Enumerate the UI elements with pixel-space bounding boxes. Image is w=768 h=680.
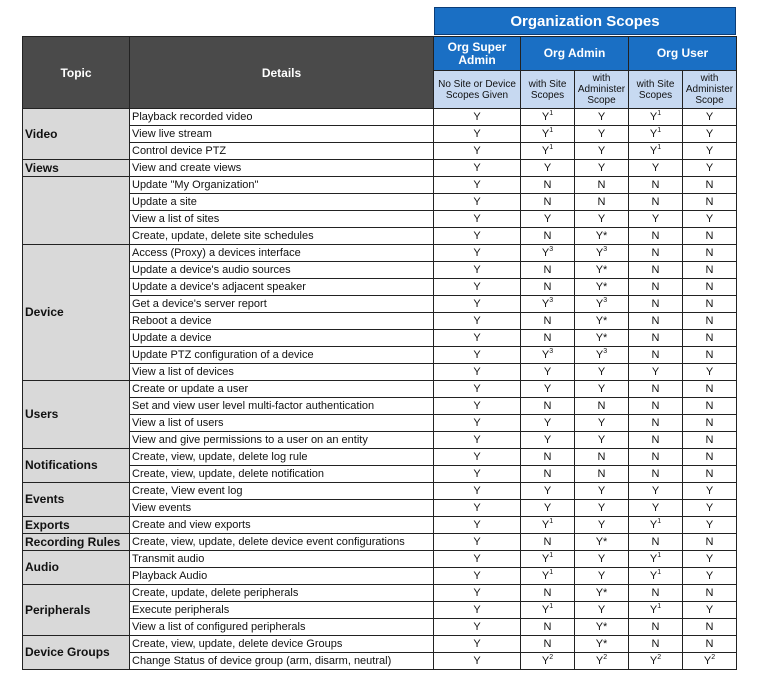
scope-subheader: with Site Scopes (629, 71, 683, 109)
permission-cell: Y (575, 160, 629, 177)
table-row (23, 534, 737, 551)
permission-cell: N (521, 279, 575, 296)
permission-cell: Y (434, 262, 521, 279)
footnote-marker: 1 (549, 126, 554, 134)
permission-cell: N (629, 245, 683, 262)
permission-cell: Y (521, 364, 575, 381)
scope-subheader: with Administer Scope (575, 71, 629, 109)
scope-subheader: No Site or Device Scopes Given (434, 71, 521, 109)
permission-cell: Y (434, 364, 521, 381)
permission-cell: Y (575, 381, 629, 398)
detail-cell: Create, update, delete site schedules (130, 228, 434, 245)
permission-cell: N (683, 619, 737, 636)
permission-cell: Y (521, 432, 575, 449)
detail-cell: View and give permissions to a user on an entity (130, 432, 434, 449)
permission-cell: Y (434, 177, 521, 194)
permission-cell: N (683, 415, 737, 432)
permission-cell: N (629, 381, 683, 398)
table-row (23, 211, 737, 228)
footnote-marker: 3 (603, 296, 608, 304)
permission-cell: N (521, 449, 575, 466)
permission-cell: Y (683, 551, 737, 568)
topic-cell: Recording Rules (23, 534, 130, 551)
permission-cell: $Y^3$ (521, 245, 575, 262)
organization-scopes-banner: Organization Scopes (434, 7, 736, 35)
footnote-marker: 1 (549, 143, 554, 151)
footnote-marker: 3 (603, 245, 608, 253)
permission-cell: N (629, 398, 683, 415)
permission-cell: N (521, 534, 575, 551)
footnote-marker: 2 (657, 653, 662, 661)
permission-cell: Y (683, 500, 737, 517)
detail-cell: View a list of sites (130, 211, 434, 228)
permission-cell: Y (683, 160, 737, 177)
table-row (23, 415, 737, 432)
detail-cell: Create, view, update, delete device event configurations (130, 534, 434, 551)
permission-cell: N (683, 534, 737, 551)
table-row (23, 143, 737, 160)
detail-cell: Update a device (130, 330, 434, 347)
permission-cell: N (683, 636, 737, 653)
detail-cell: Create or update a user (130, 381, 434, 398)
table-row (23, 602, 737, 619)
permission-cell: N (683, 296, 737, 313)
detail-cell: Change Status of device group (arm, disarm, neutral) (130, 653, 434, 670)
topic-cell: Peripherals (23, 585, 130, 636)
permission-cell: $Y^1$ (521, 602, 575, 619)
table-row (23, 568, 737, 585)
permission-cell: N (629, 313, 683, 330)
footnote-marker: 1 (657, 143, 662, 151)
permission-cell: N (683, 585, 737, 602)
permission-cell: N (683, 347, 737, 364)
permission-cell: Y (434, 126, 521, 143)
permission-cell: $Y^2$ (575, 653, 629, 670)
permission-cell: N (629, 347, 683, 364)
permission-cell: Y (683, 568, 737, 585)
permission-cell: $Y^1$ (629, 126, 683, 143)
table-row (23, 109, 737, 126)
permission-cell: Y (683, 364, 737, 381)
permission-cell: Y (575, 551, 629, 568)
permission-cell: Y (629, 364, 683, 381)
footnote-marker: 1 (657, 109, 662, 117)
permission-cell: N (629, 619, 683, 636)
footnote-marker: 1 (657, 568, 662, 576)
permission-cell: Y (575, 517, 629, 534)
permission-cell: N (683, 432, 737, 449)
permission-cell: N (521, 585, 575, 602)
detail-cell: View live stream (130, 126, 434, 143)
permission-cell: N (629, 449, 683, 466)
permission-cell: Y* (575, 313, 629, 330)
table-row (23, 228, 737, 245)
permission-cell: Y (434, 500, 521, 517)
permission-cell: $Y^3$ (575, 245, 629, 262)
permission-cell: $Y^2$ (629, 653, 683, 670)
permission-cell: Y (683, 517, 737, 534)
footnote-marker: 3 (549, 245, 554, 253)
permission-cell: $Y^1$ (521, 551, 575, 568)
detail-cell: Get a device's server report (130, 296, 434, 313)
table-row (23, 398, 737, 415)
detail-cell: Create, view, update, delete notification (130, 466, 434, 483)
topic-cell: Views (23, 160, 130, 177)
topic-cell: Notifications (23, 449, 130, 483)
permission-cell: Y (683, 211, 737, 228)
permission-cell: Y (434, 194, 521, 211)
permission-cell: $Y^1$ (629, 602, 683, 619)
detail-cell: Update a device's adjacent speaker (130, 279, 434, 296)
permission-cell: Y (434, 653, 521, 670)
permission-cell: N (683, 194, 737, 211)
scope-subheader: with Administer Scope (683, 71, 737, 109)
footnote-marker: 1 (657, 517, 662, 525)
permission-cell: N (521, 466, 575, 483)
permission-cell: Y (434, 381, 521, 398)
permission-cell: $Y^1$ (629, 109, 683, 126)
permission-cell: N (629, 296, 683, 313)
permission-cell: N (683, 262, 737, 279)
permission-cell: N (521, 636, 575, 653)
permission-cell: N (629, 262, 683, 279)
table-row (23, 262, 737, 279)
permission-cell: Y (575, 143, 629, 160)
table-row (23, 466, 737, 483)
permission-cell: N (683, 466, 737, 483)
permission-cell: N (629, 330, 683, 347)
detail-cell: View events (130, 500, 434, 517)
permission-cell: Y (434, 211, 521, 228)
permission-cell: Y (434, 517, 521, 534)
table-row (23, 279, 737, 296)
permission-cell: Y (434, 432, 521, 449)
detail-cell: Execute peripherals (130, 602, 434, 619)
permission-cell: N (629, 534, 683, 551)
permission-cell: Y (629, 500, 683, 517)
permission-cell: Y (434, 551, 521, 568)
detail-cell: Create, view, update, delete log rule (130, 449, 434, 466)
permission-cell: N (521, 262, 575, 279)
permission-cell: N (629, 432, 683, 449)
table-row (23, 364, 737, 381)
permission-cell: $Y^3$ (575, 347, 629, 364)
permission-cell: Y (521, 381, 575, 398)
permission-cell: N (683, 228, 737, 245)
permission-cell: N (629, 585, 683, 602)
permission-cell: $Y^1$ (629, 517, 683, 534)
detail-cell: Create and view exports (130, 517, 434, 534)
detail-cell: View a list of configured peripherals (130, 619, 434, 636)
permission-cell: Y (521, 500, 575, 517)
permission-cell: Y* (575, 330, 629, 347)
permission-cell: Y (434, 347, 521, 364)
permission-cell: Y (434, 279, 521, 296)
permission-cell: Y (434, 619, 521, 636)
org-super-admin-header: Org Super Admin (434, 37, 521, 71)
permission-cell: N (683, 279, 737, 296)
permission-cell: Y (629, 211, 683, 228)
permission-cell: N (629, 228, 683, 245)
permission-cell: Y* (575, 636, 629, 653)
topic-cell: Users (23, 381, 130, 449)
table-row (23, 381, 737, 398)
detail-cell: Set and view user level multi-factor authentication (130, 398, 434, 415)
permission-cell: $Y^1$ (629, 551, 683, 568)
org-admin-header: Org Admin (521, 37, 629, 71)
permission-cell: Y (575, 211, 629, 228)
permission-cell: $Y^2$ (683, 653, 737, 670)
permission-cell: Y (434, 602, 521, 619)
permission-cell: Y (683, 143, 737, 160)
topic-cell (23, 177, 130, 245)
permission-cell: $Y^1$ (521, 109, 575, 126)
permission-cell: Y (575, 109, 629, 126)
permission-cell: Y (683, 109, 737, 126)
footnote-marker: 2 (549, 653, 554, 661)
permission-cell: N (521, 330, 575, 347)
detail-cell: Playback recorded video (130, 109, 434, 126)
permission-cell: Y (575, 432, 629, 449)
table-row (23, 432, 737, 449)
footnote-marker: 1 (657, 126, 662, 134)
footnote-marker: 1 (549, 568, 554, 576)
permission-cell: Y (575, 364, 629, 381)
permission-cell: N (521, 228, 575, 245)
permission-cell: Y (521, 160, 575, 177)
permission-cell: $Y^3$ (521, 296, 575, 313)
permission-cell: Y (434, 636, 521, 653)
detail-cell: Reboot a device (130, 313, 434, 330)
permission-cell: Y* (575, 262, 629, 279)
detail-cell: Access (Proxy) a devices interface (130, 245, 434, 262)
permission-cell: N (521, 313, 575, 330)
permission-cell: Y (434, 449, 521, 466)
permission-cell: Y* (575, 228, 629, 245)
topic-cell: Device Groups (23, 636, 130, 670)
topic-cell: Video (23, 109, 130, 160)
permission-cell: Y (629, 160, 683, 177)
table-row (23, 313, 737, 330)
permission-cell: Y (434, 568, 521, 585)
permission-cell: N (521, 398, 575, 415)
table-row (23, 296, 737, 313)
permissions-table (22, 36, 737, 670)
permission-cell: $Y^1$ (521, 143, 575, 160)
permission-cell: Y (434, 330, 521, 347)
permission-cell: Y* (575, 619, 629, 636)
detail-cell: View a list of devices (130, 364, 434, 381)
footnote-marker: 2 (711, 653, 716, 661)
permission-cell: Y* (575, 279, 629, 296)
permission-cell: Y (575, 500, 629, 517)
table-row (23, 177, 737, 194)
table-row (23, 517, 737, 534)
permission-cell: N (683, 177, 737, 194)
permission-cell: Y (434, 585, 521, 602)
permission-cell: N (575, 398, 629, 415)
permission-cell: N (683, 330, 737, 347)
footnote-marker: 3 (549, 347, 554, 355)
permission-cell: $Y^1$ (521, 126, 575, 143)
permission-cell: N (683, 398, 737, 415)
footnote-marker: 3 (549, 296, 554, 304)
permission-cell: Y (434, 313, 521, 330)
permission-cell: $Y^3$ (521, 347, 575, 364)
topic-header: Topic (23, 37, 130, 109)
permission-cell: Y (575, 415, 629, 432)
footnote-marker: 1 (549, 602, 554, 610)
topic-cell: Events (23, 483, 130, 517)
permission-cell: N (683, 449, 737, 466)
permission-cell: N (629, 279, 683, 296)
permission-cell: N (683, 313, 737, 330)
permission-cell: $Y^1$ (629, 143, 683, 160)
detail-cell: Transmit audio (130, 551, 434, 568)
permission-cell: $Y^1$ (521, 517, 575, 534)
detail-cell: View a list of users (130, 415, 434, 432)
permission-cell: Y (434, 228, 521, 245)
footnote-marker: 3 (603, 347, 608, 355)
permission-cell: N (575, 194, 629, 211)
scope-subheader: with Site Scopes (521, 71, 575, 109)
details-header: Details (130, 37, 434, 109)
permission-cell: N (629, 466, 683, 483)
permission-cell: Y (683, 126, 737, 143)
detail-cell: Create, update, delete peripherals (130, 585, 434, 602)
permissions-body (23, 109, 737, 670)
permission-cell: N (521, 619, 575, 636)
detail-cell: Update a device's audio sources (130, 262, 434, 279)
permission-cell: Y (434, 245, 521, 262)
permission-cell: Y (629, 483, 683, 500)
detail-cell: Create, View event log (130, 483, 434, 500)
permission-cell: Y (434, 296, 521, 313)
permission-cell: Y (575, 483, 629, 500)
permission-cell: Y (575, 126, 629, 143)
table-row (23, 126, 737, 143)
table-row (23, 500, 737, 517)
permission-cell: N (575, 466, 629, 483)
topic-cell: Audio (23, 551, 130, 585)
detail-cell: Create, view, update, delete device Groups (130, 636, 434, 653)
permission-cell: N (629, 415, 683, 432)
permission-cell: Y (434, 160, 521, 177)
topic-cell: Device (23, 245, 130, 381)
permission-cell: Y* (575, 534, 629, 551)
permission-cell: Y (521, 483, 575, 500)
table-row (23, 347, 737, 364)
permission-cell: N (683, 245, 737, 262)
footnote-marker: 1 (549, 517, 554, 525)
table-row (23, 160, 737, 177)
permission-cell: $Y^1$ (521, 568, 575, 585)
topic-cell: Exports (23, 517, 130, 534)
detail-cell: Update PTZ configuration of a device (130, 347, 434, 364)
permission-cell: N (575, 177, 629, 194)
permission-cell: N (629, 636, 683, 653)
detail-cell: View and create views (130, 160, 434, 177)
permission-cell: N (629, 177, 683, 194)
permission-cell: Y (575, 602, 629, 619)
permission-cell: $Y^2$ (521, 653, 575, 670)
table-row (23, 245, 737, 262)
footnote-marker: 2 (603, 653, 608, 661)
permission-cell: N (629, 194, 683, 211)
table-row (23, 653, 737, 670)
footnote-marker: 1 (657, 551, 662, 559)
permission-cell: N (575, 449, 629, 466)
table-row (23, 194, 737, 211)
table-row (23, 585, 737, 602)
detail-cell: Control device PTZ (130, 143, 434, 160)
table-row (23, 483, 737, 500)
footnote-marker: 1 (549, 551, 554, 559)
table-row (23, 551, 737, 568)
permission-cell: Y* (575, 585, 629, 602)
permission-cell: Y (521, 211, 575, 228)
permission-cell: Y (434, 466, 521, 483)
table-row (23, 619, 737, 636)
permission-cell: Y (434, 398, 521, 415)
permission-cell: Y (434, 483, 521, 500)
permission-cell: $Y^1$ (629, 568, 683, 585)
table-row (23, 636, 737, 653)
permission-cell: Y (434, 109, 521, 126)
permission-cell: Y (575, 568, 629, 585)
detail-cell: Playback Audio (130, 568, 434, 585)
footnote-marker: 1 (549, 109, 554, 117)
detail-cell: Update "My Organization" (130, 177, 434, 194)
permission-cell: Y (434, 415, 521, 432)
org-user-header: Org User (629, 37, 737, 71)
permission-cell: Y (434, 143, 521, 160)
permission-cell: $Y^3$ (575, 296, 629, 313)
permission-cell: N (521, 177, 575, 194)
permission-cell: Y (521, 415, 575, 432)
table-row (23, 449, 737, 466)
detail-cell: Update a site (130, 194, 434, 211)
permission-cell: N (683, 381, 737, 398)
footnote-marker: 1 (657, 602, 662, 610)
permission-cell: Y (434, 534, 521, 551)
permission-cell: Y (683, 483, 737, 500)
permission-cell: N (521, 194, 575, 211)
table-row (23, 330, 737, 347)
permission-cell: Y (683, 602, 737, 619)
